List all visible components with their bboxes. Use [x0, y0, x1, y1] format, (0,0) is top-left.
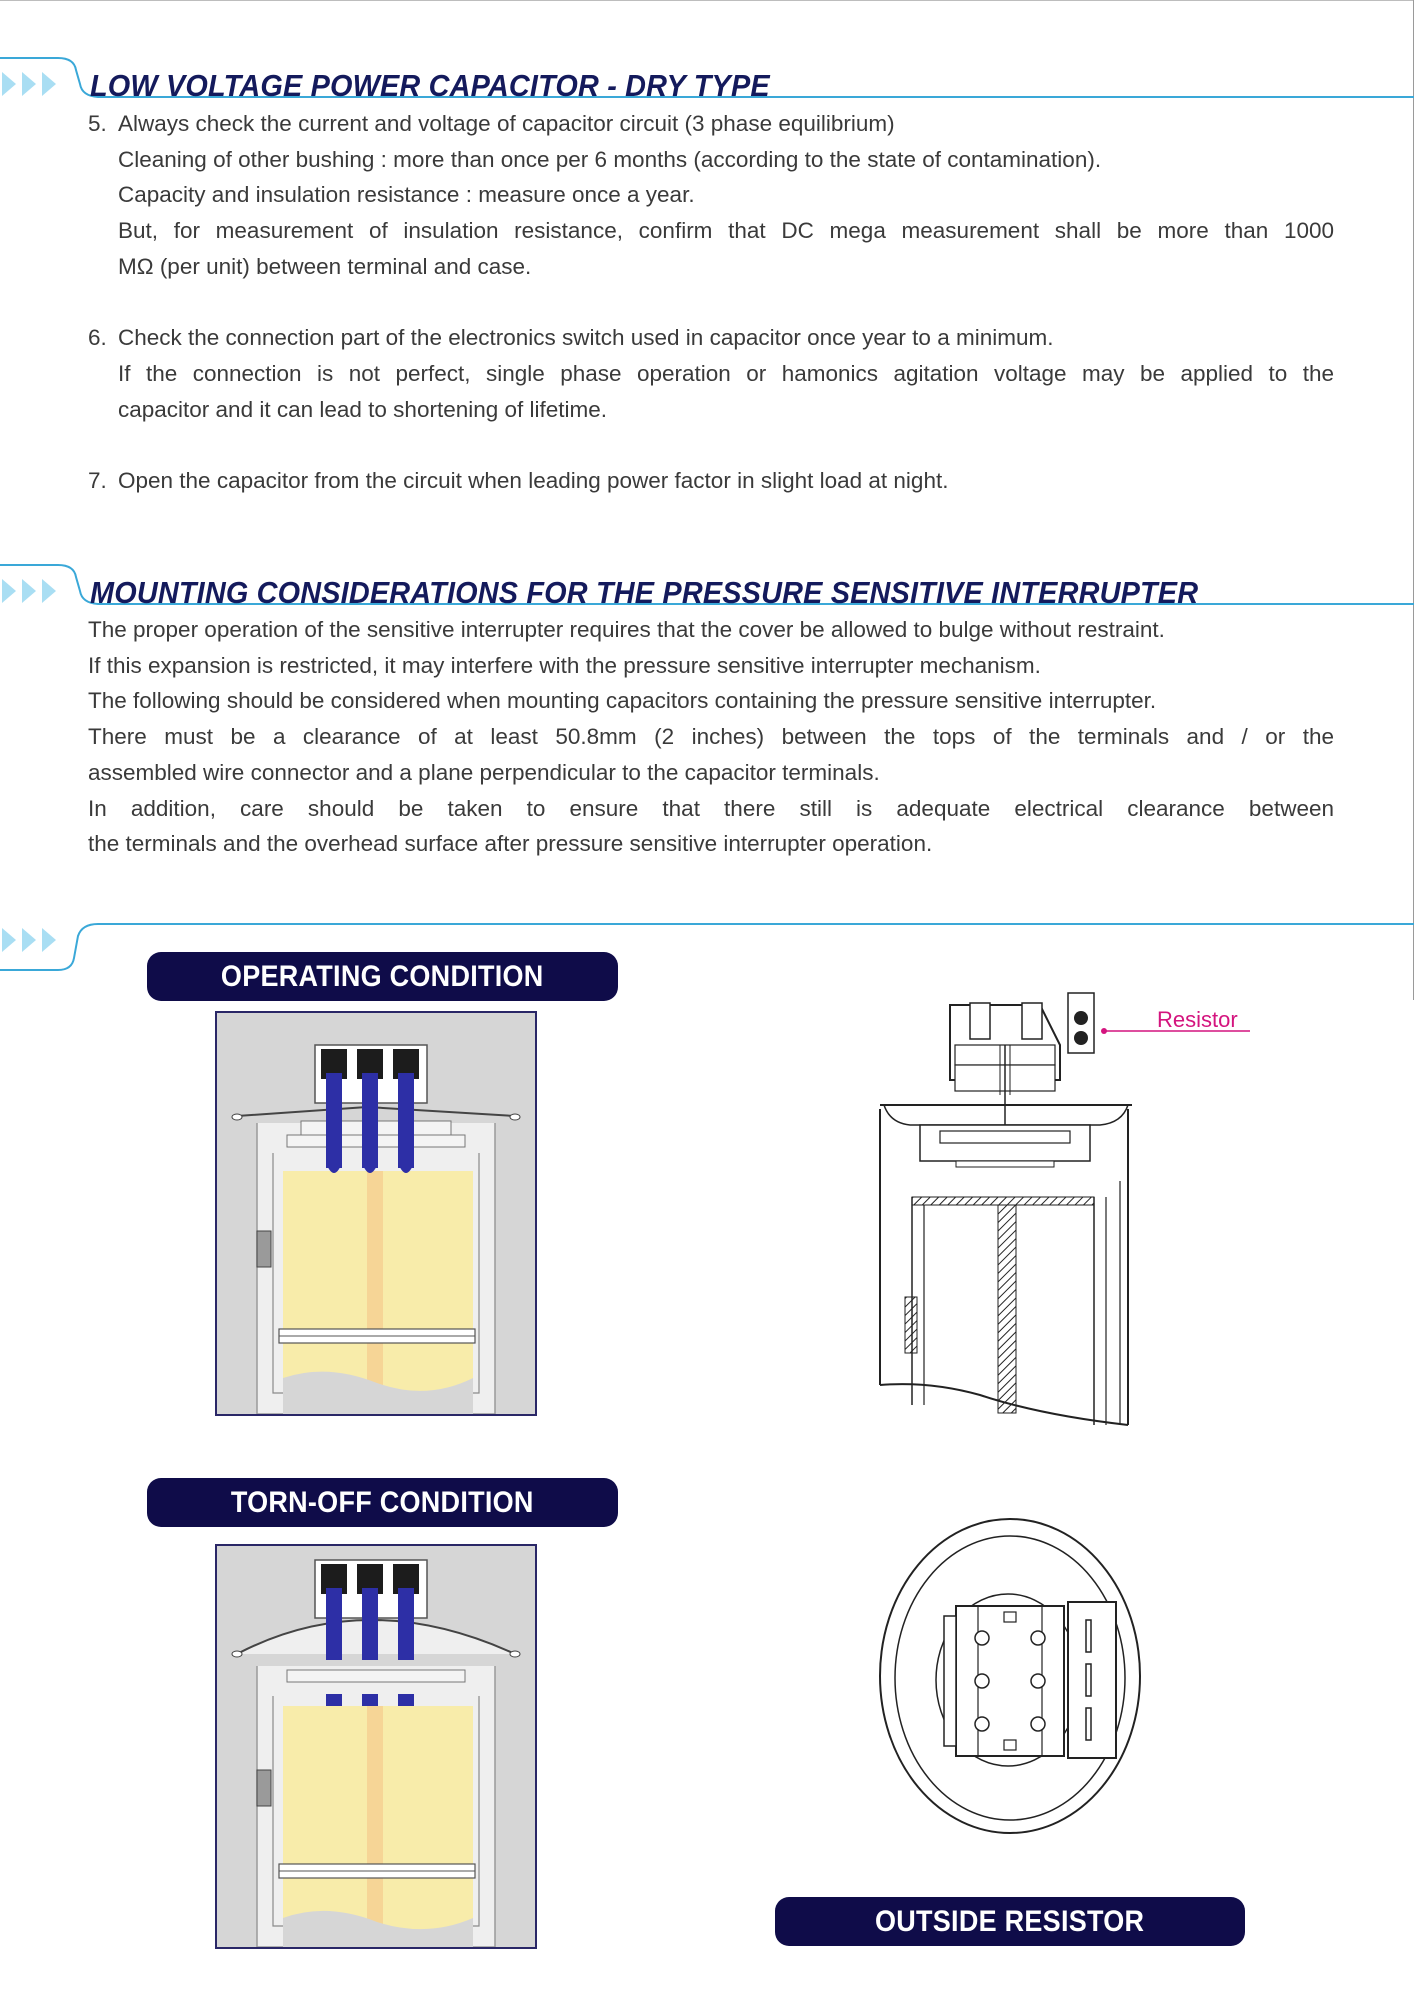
paragraph-line: There must be a clearance of at least 50.8mm (2 inches) between the tops of the terminals and / or the — [88, 724, 1334, 750]
list-item-number: 7. — [88, 468, 107, 493]
list-line: Capacity and insulation resistance : measure once a year. — [118, 182, 695, 208]
list-line: But, for measurement of insulation resistance, confirm that DC mega measurement shall be more than 1000 — [118, 218, 1334, 244]
capacitor-side-drawing — [870, 985, 1270, 1435]
torn-off-condition-image — [215, 1544, 537, 1949]
section-header-low-voltage — [0, 54, 1414, 114]
capacitor-top-view-drawing — [878, 1518, 1148, 1838]
paragraph-line: The proper operation of the sensitive interrupter requires that the cover be allowed to bulge without restraint. — [88, 617, 1165, 642]
maintenance-list — [88, 106, 1334, 534]
resistor-callout-label: Resistor — [1157, 1007, 1238, 1032]
list-item — [88, 320, 1334, 427]
paragraph-line: If this expansion is restricted, it may interfere with the pressure sensitive interrupter mechanism. — [88, 652, 1041, 678]
paragraph-line: assembled wire connector and a plane perpendicular to the capacitor terminals. — [88, 759, 880, 785]
torn-off-condition-label: TORN-OFF CONDITION — [147, 1478, 618, 1527]
list-line: If the connection is not perfect, single phase operation or hamonics agitation voltage may be applied to the — [118, 360, 1334, 386]
list-item — [88, 106, 1334, 285]
section-title: MOUNTING CONSIDERATIONS FOR THE PRESSURE SENSITIVE INTERRUPTER — [90, 575, 1199, 610]
mounting-paragraph — [88, 612, 1334, 862]
section-title: LOW VOLTAGE POWER CAPACITOR - DRY TYPE — [90, 68, 770, 103]
operating-condition-image — [215, 1011, 537, 1416]
list-item — [88, 463, 1334, 499]
list-item-number: 5. — [88, 111, 107, 136]
top-border-line — [0, 0, 1414, 1]
paragraph-line: In addition, care should be taken to ensure that there still is adequate electrical clearance between — [88, 795, 1334, 821]
outside-resistor-label: OUTSIDE RESISTOR — [775, 1897, 1245, 1946]
list-line: Open the capacitor from the circuit when leading power factor in slight load at night. — [118, 468, 949, 493]
list-line: MΩ (per unit) between terminal and case. — [118, 253, 532, 279]
list-item-number: 6. — [88, 325, 107, 351]
operating-condition-label: OPERATING CONDITION — [147, 952, 618, 1001]
list-line: Check the connection part of the electronics switch used in capacitor once year to a minimum. — [118, 325, 1054, 351]
list-line: capacitor and it can lead to shortening of lifetime. — [118, 396, 608, 422]
list-line: Cleaning of other bushing : more than once per 6 months (according to the state of contamination). — [118, 146, 1102, 172]
paragraph-line: The following should be considered when mounting capacitors containing the pressure sensitive interrupter. — [88, 688, 1157, 714]
paragraph-line: the terminals and the overhead surface after pressure sensitive interrupter operation. — [88, 831, 933, 857]
list-line: Always check the current and voltage of capacitor circuit (3 phase equilibrium) — [118, 111, 895, 136]
